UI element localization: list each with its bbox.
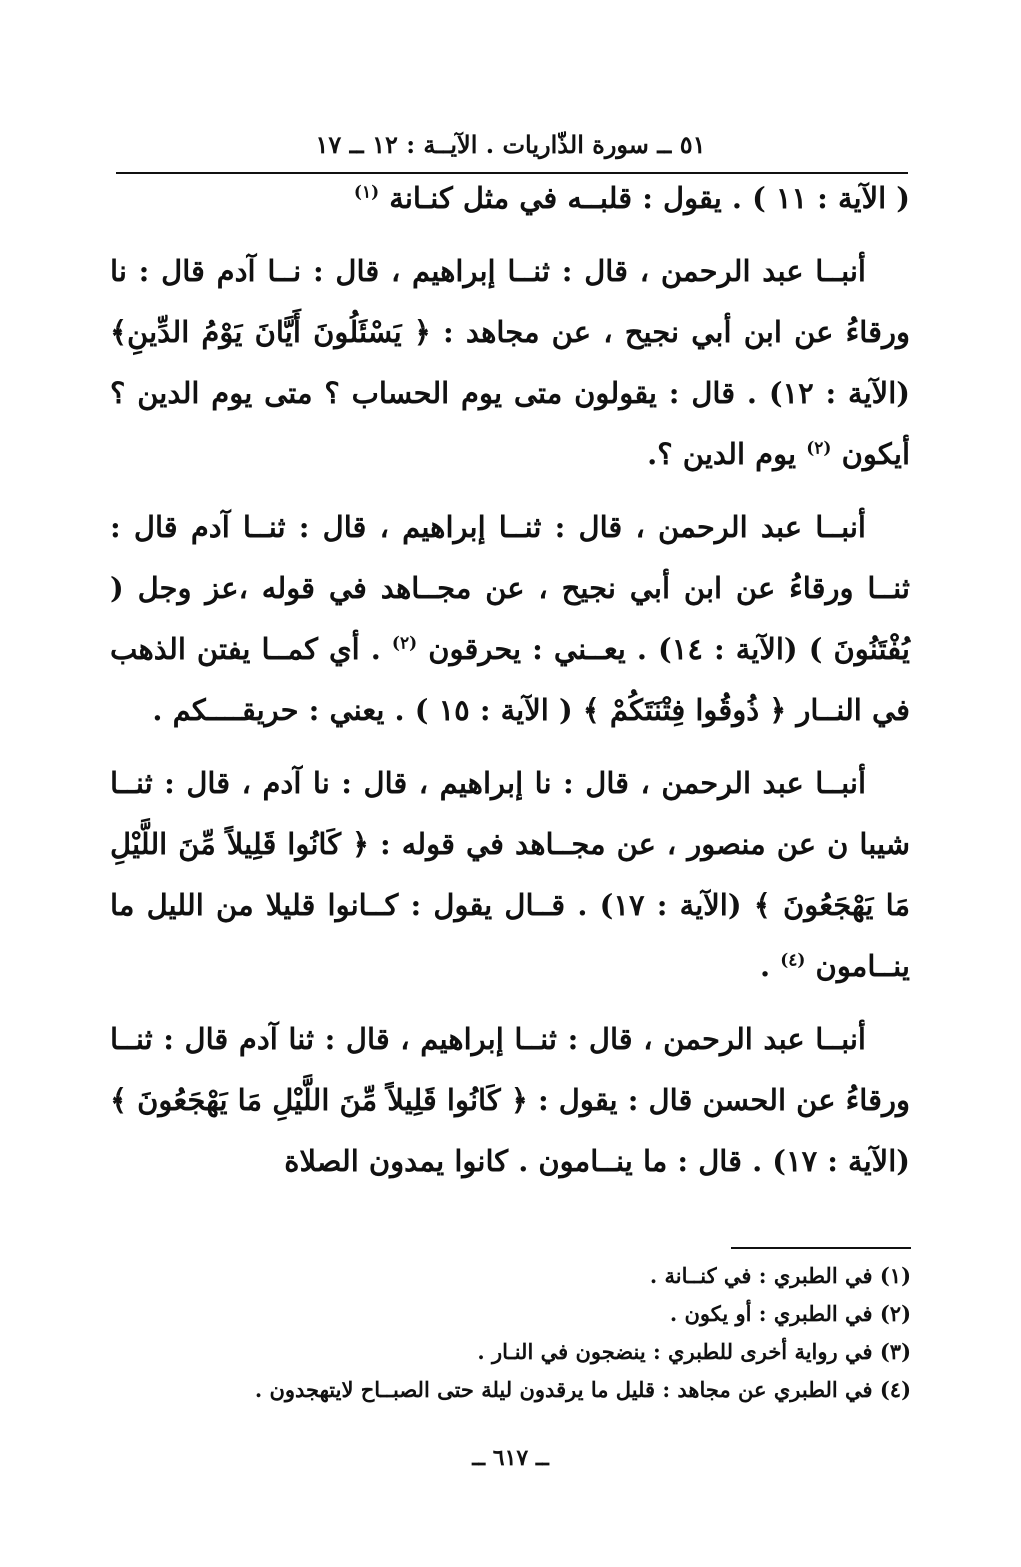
paragraph-tail: يوم الدين ؟. xyxy=(647,437,797,471)
paragraph-tail: . xyxy=(759,949,771,983)
footnotes xyxy=(151,1257,911,1409)
footnote-1: (١) في الطبري : في كنــانة . xyxy=(649,1263,911,1288)
main-text xyxy=(110,168,910,1204)
paragraph xyxy=(110,1009,910,1192)
footnote-3: (٣) في رواية أخرى للطبري : ينضجون في النـار . xyxy=(477,1339,911,1364)
footnote-ref-3: (٢) xyxy=(391,633,418,654)
footnote-ref-4: (٤) xyxy=(780,950,806,971)
footnote-ref-2: (٢) xyxy=(806,438,832,459)
paragraph xyxy=(110,241,910,485)
footnote-divider xyxy=(731,1247,911,1249)
paragraph-text: أنبــا عبد الرحمن ، قال : ثنــا إبراهيم ، قال : ثنا آدم قال : ثنــا ورقاءُ عن الحسن قال : يقول : ﴿ كَانُوا قَلِيلاً مِّنَ اللَّيْلِ مَا يَهْجَعُونَ ﴾ (الآية : ١٧) . قال : ما ينــامون . كانوا يمدون الصلاة xyxy=(110,1022,910,1178)
paragraph-text: أنبــا عبد الرحمن ، قال : ثنــا إبراهيم ، قال : ثنــا آدم قال : ثنــا ورقاءُ عن ابن أبي نجيح ، عن مجــاهد في قوله ،عز وجل ( يُفْتَنُونَ ) (الآية : ١٤) . يعــني : يحرقون xyxy=(110,510,910,666)
paragraph-text: أنبــا عبد الرحمن ، قال : نا إبراهيم ، قال : نا آدم ، قال : ثنــا شيبا ن عن منصور ، عن مجــاهد في قوله : ﴿ كَانُوا قَلِيلاً مِّنَ اللَّيْلِ مَا يَهْجَعُونَ ﴾ (الآية : ١٧) . قــال يقول : كــانوا قليلا من الليل ما ينــامون xyxy=(110,766,910,983)
footnote-4: (٤) في الطبري عن مجاهد : قليل ما يرقدون ليلة حتى الصبــاح لايتهجدون . xyxy=(254,1377,911,1402)
paragraph-tail: . أي كمــا يفتن الذهب في النــار ﴿ ذُوقُوا فِتْنَتَكُمْ ﴾ ( الآية : ١٥ ) . يعني : حريقــــكم . xyxy=(110,632,910,727)
running-header: ٥١ ــ سورة الذّاريات . الآيــة : ١٢ ــ ١٧ xyxy=(315,130,706,159)
paragraph-text: ( الآية : ١١ ) . يقول : قلبــه في مثل كنـانة xyxy=(389,181,910,215)
footnote-ref-1: (١) xyxy=(353,182,380,203)
paragraph-continuation xyxy=(110,168,910,229)
page-number: ــ ٦١٧ ــ xyxy=(472,1445,549,1471)
paragraph xyxy=(110,497,910,741)
paragraph-text: أنبــا عبد الرحمن ، قال : ثنــا إبراهيم ، قال : نــا آدم قال : نا ورقاءُ عن ابن أبي نجيح ، عن مجاهد : ﴿ يَسْئَلُونَ أَيَّانَ يَوْمُ الدِّينِ﴾ (الآية : ١٢) . قال : يقولون متى يوم الحساب ؟ متى يوم الدين ؟ أيكون xyxy=(110,254,910,471)
paragraph xyxy=(110,753,910,997)
footnote-2: (٢) في الطبري : أو يكون . xyxy=(669,1301,911,1326)
